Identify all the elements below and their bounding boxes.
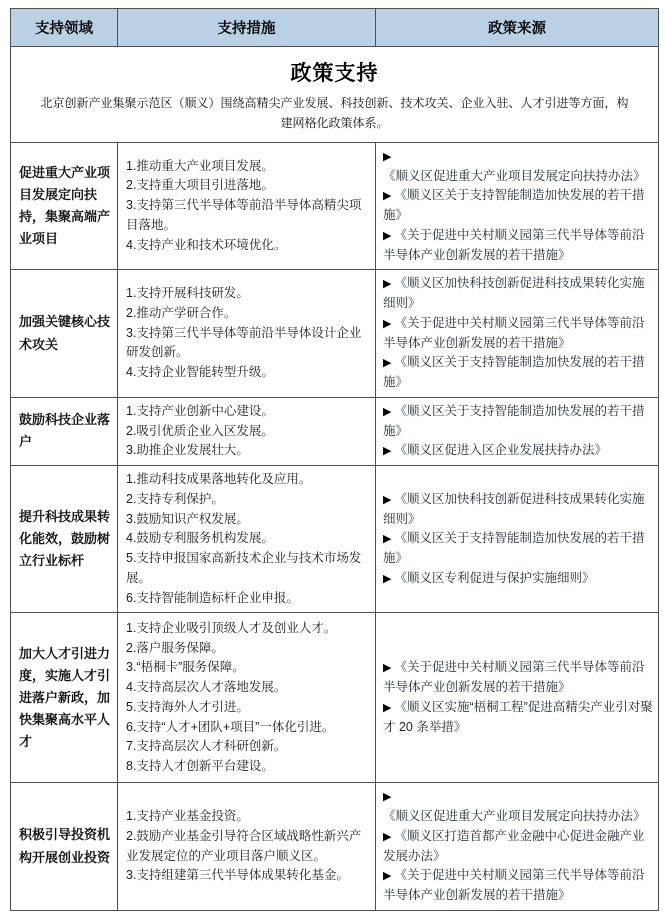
measure-item: 1.推动科技成果落地转化及应用。 <box>126 472 312 487</box>
triangle-bullet-icon: ▶ <box>383 278 392 291</box>
measure-item: 1.支持产业基金投资。 <box>126 809 249 824</box>
policy-sources-cell <box>376 397 659 465</box>
triangle-bullet-icon: ▶ <box>383 229 392 242</box>
measure-item: 2.落户服务保障。 <box>126 640 224 655</box>
table-row <box>11 270 659 398</box>
triangle-bullet-icon: ▶ <box>383 791 392 804</box>
measure-item: 3.支持组建第三代半导体成果转化基金。 <box>126 868 349 883</box>
policy-source-item <box>383 402 654 442</box>
support-field-cell: 积极引导投资机构开展创业投资 <box>11 783 118 911</box>
triangle-bullet-icon: ▶ <box>383 662 392 675</box>
table-row <box>11 613 659 783</box>
triangle-bullet-icon: ▶ <box>383 572 392 585</box>
support-measures-cell <box>118 783 376 911</box>
measure-item: 4.鼓励专利服务机构发展。 <box>126 531 274 546</box>
triangle-bullet-icon: ▶ <box>383 533 392 546</box>
measure-item: 6.支持智能制造标杆企业申报。 <box>126 590 299 605</box>
measure-item: 3.助推企业发展壮大。 <box>126 443 249 458</box>
triangle-bullet-icon: ▶ <box>383 445 392 458</box>
measure-item: 1.支持开展科技研发。 <box>126 286 249 301</box>
policy-source-title: 《顺义区促进重大产业项目发展定向扶持办法》 <box>383 168 646 183</box>
triangle-bullet-icon: ▶ <box>383 357 392 370</box>
policy-source-title: 《顺义区促进重大产业项目发展定向扶持办法》 <box>383 809 646 824</box>
policy-source-item <box>383 569 654 589</box>
policy-source-title: 《顺义区加快科技创新促进科技成果转化实施细则》 <box>383 276 645 311</box>
policy-source-title: 《顺义区关于支持智能制造加快发展的若干措施》 <box>383 355 645 390</box>
triangle-bullet-icon: ▶ <box>383 701 392 714</box>
measure-item: 4.支持企业智能转型升级。 <box>126 365 274 380</box>
measure-item: 5.支持申报国家高新技术企业与技术市场发展。 <box>126 551 362 585</box>
support-field-cell: 加强关键核心技术攻关 <box>11 270 118 398</box>
policy-source-title: 《顺义区促进入区企业发展扶持办法》 <box>394 443 607 458</box>
support-field-cell: 促进重大产业项目发展定向扶持，集聚高端产业项目 <box>11 142 118 270</box>
policy-source-title: 《顺义区加快科技创新促进科技成果转化实施细则》 <box>383 491 645 526</box>
table-body <box>11 142 659 910</box>
triangle-bullet-icon: ▶ <box>383 870 392 883</box>
policy-source-item <box>383 186 654 226</box>
policy-source-title: 《顺义区关于支持智能制造加快发展的若干措施》 <box>383 188 645 223</box>
measure-item: 2.推动产学研合作。 <box>126 305 237 320</box>
policy-source-title: 《关于促进中关村顺义园第三代半导体等前沿半导体产业创新发展的若干措施》 <box>383 315 645 350</box>
measure-item: 8.支持人才创新平台建设。 <box>126 759 274 774</box>
table-header <box>11 9 659 47</box>
policy-source-item <box>383 658 654 698</box>
support-measures-cell <box>118 466 376 613</box>
support-measures-cell <box>118 142 376 270</box>
page-subtitle: 北京创新产业集聚示范区（顺义）围绕高精尖产业发展、科技创新、技术攻关、企业入驻、人才引进等方面，构建网格化政策体系。 <box>40 96 629 131</box>
measure-item: 2.鼓励产业基金引导符合区域战略性新兴产业发展定位的产业项目落户顺义区。 <box>126 828 362 863</box>
policy-source-title: 《顺义区关于支持智能制造加快发展的若干措施》 <box>383 531 645 566</box>
policy-source-item <box>383 529 654 569</box>
support-measures-cell <box>118 397 376 465</box>
policy-source-title: 《顺义区实施“梧桐工程”促进高精尖产业引对聚才 20 条举措》 <box>383 699 653 734</box>
policy-source-title: 《顺义区打造首都产业金融中心促进金融产业发展办法》 <box>383 828 645 863</box>
measure-item: 2.支持专利保护。 <box>126 491 224 506</box>
policy-source-item <box>383 490 654 530</box>
table-row <box>11 142 659 270</box>
support-measures-cell <box>118 613 376 783</box>
title-section <box>11 47 659 143</box>
policy-source-title: 《关于促进中关村顺义园第三代半导体等前沿半导体产业创新发展的若干措施》 <box>383 227 645 262</box>
policy-sources-cell <box>376 270 659 398</box>
policy-source-title: 《顺义区专利促进与保护实施细则》 <box>394 570 595 585</box>
column-header-field: 支持领域 <box>11 9 118 47</box>
support-measures-cell <box>118 270 376 398</box>
triangle-bullet-icon: ▶ <box>383 405 392 418</box>
triangle-bullet-icon: ▶ <box>383 830 392 843</box>
table-row <box>11 466 659 613</box>
support-field-cell: 提升科技成果转化能效，鼓励树立行业标杆 <box>11 466 118 613</box>
column-header-measures: 支持措施 <box>118 9 376 47</box>
policy-sources-cell <box>376 783 659 911</box>
policy-source-item <box>383 787 654 827</box>
policy-source-item <box>383 698 654 738</box>
measure-item: 4.支持产业和技术环境优化。 <box>126 237 287 252</box>
policy-source-item <box>383 866 654 906</box>
measure-item: 3.支持第三代半导体等前沿半导体设计企业研发创新。 <box>126 325 362 360</box>
measure-item: 1.推动重大产业项目发展。 <box>126 158 274 173</box>
policy-source-item <box>383 441 654 461</box>
policy-source-item <box>383 353 654 393</box>
policy-source-title: 《关于促进中关村顺义园第三代半导体等前沿半导体产业创新发展的若干措施》 <box>383 868 645 903</box>
policy-sources-cell <box>376 613 659 783</box>
triangle-bullet-icon: ▶ <box>383 190 392 203</box>
policy-source-title: 《关于促进中关村顺义园第三代半导体等前沿半导体产业创新发展的若干措施》 <box>383 660 645 695</box>
policy-source-item <box>383 147 654 187</box>
measure-item: 4.支持高层次人才落地发展。 <box>126 680 287 695</box>
policy-sources-cell <box>376 142 659 270</box>
triangle-bullet-icon: ▶ <box>383 150 392 163</box>
measure-item: 1.支持产业创新中心建设。 <box>126 403 274 418</box>
measure-item: 5.支持海外人才引进。 <box>126 699 249 714</box>
column-header-sources: 政策来源 <box>376 9 659 47</box>
measure-item: 3.“梧桐卡”服务保障。 <box>126 660 245 675</box>
policy-table <box>10 8 659 911</box>
policy-sources-cell <box>376 466 659 613</box>
support-field-cell: 加大人才引进力度，实施人才引进落户新政，加快集聚高水平人才 <box>11 613 118 783</box>
measure-item: 3.支持第三代半导体等前沿半导体高精尖项目落地。 <box>126 198 362 232</box>
title-row <box>11 47 659 143</box>
policy-source-item <box>383 226 654 266</box>
policy-source-item <box>383 314 654 354</box>
support-field-cell: 鼓励科技企业落户 <box>11 397 118 465</box>
measure-item: 1.支持企业吸引顶级人才及创业人才。 <box>126 620 337 635</box>
table-row <box>11 397 659 465</box>
measure-item: 2.吸引优质企业入区发展。 <box>126 423 274 438</box>
header-row <box>11 9 659 47</box>
title-cell <box>11 47 659 143</box>
measure-item: 2.支持重大项目引进落地。 <box>126 178 274 193</box>
policy-source-item <box>383 827 654 867</box>
page-title: 政策支持 <box>290 62 379 85</box>
measure-item: 7.支持高层次人才科研创新。 <box>126 739 287 754</box>
measure-item: 6.支持“人才+团队+项目”一体化引进。 <box>126 719 335 734</box>
policy-source-item <box>383 274 654 314</box>
table-row <box>11 783 659 911</box>
policy-source-title: 《顺义区关于支持智能制造加快发展的若干措施》 <box>383 403 645 438</box>
triangle-bullet-icon: ▶ <box>383 317 392 330</box>
measure-item: 3.鼓励知识产权发展。 <box>126 511 249 526</box>
triangle-bullet-icon: ▶ <box>383 493 392 506</box>
